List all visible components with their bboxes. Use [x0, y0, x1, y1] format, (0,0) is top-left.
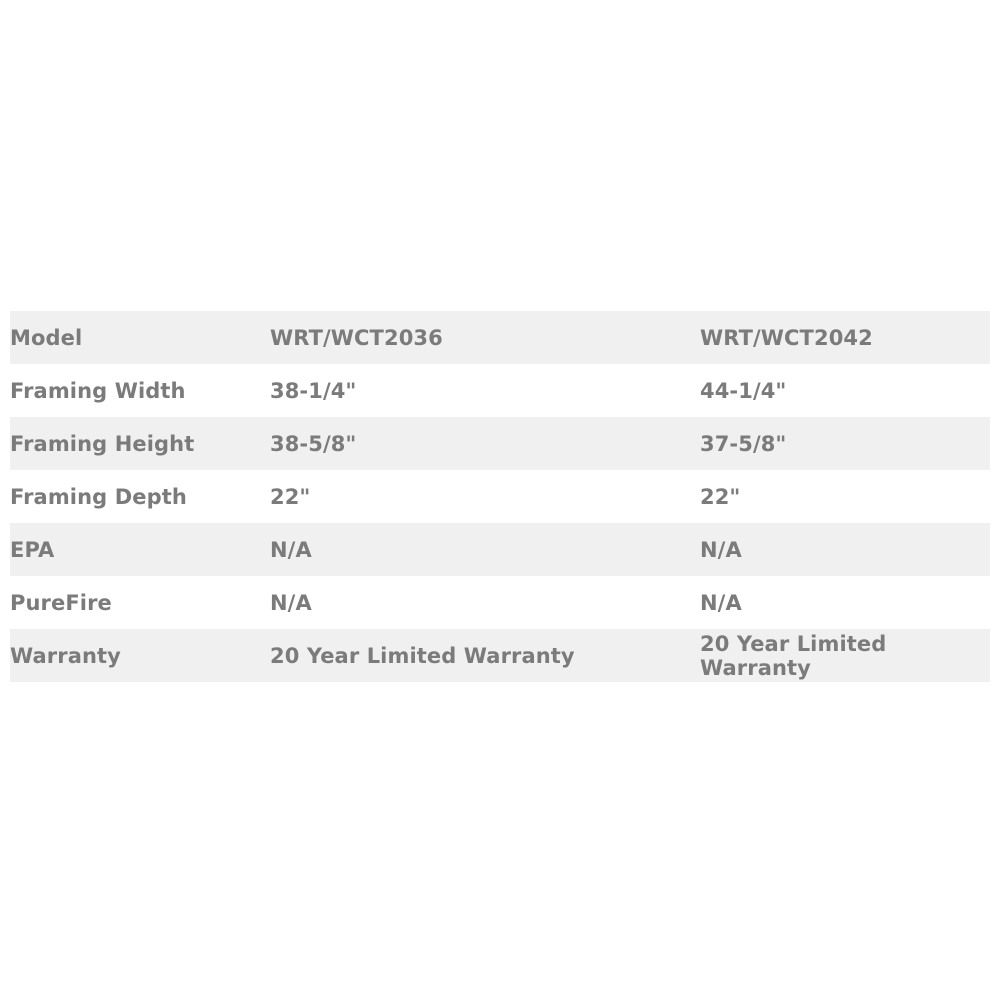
- row-value-column-2: 20 Year Limited Warranty: [700, 631, 887, 680]
- table-row: [10, 311, 990, 364]
- row-label: Framing Depth: [10, 484, 187, 509]
- row-value-column-2: N/A: [700, 590, 742, 615]
- row-value-column-2: N/A: [700, 537, 742, 562]
- row-value-column-2: WRT/WCT2042: [700, 325, 873, 350]
- row-value-column-2: 22": [700, 484, 741, 509]
- table-row: [10, 629, 990, 682]
- row-label: Framing Width: [10, 378, 186, 403]
- row-label: PureFire: [10, 590, 112, 615]
- row-value-column-2: 37-5/8": [700, 431, 787, 456]
- specifications-table-container: [10, 311, 990, 682]
- row-value-column-1: WRT/WCT2036: [270, 325, 443, 350]
- row-label: Framing Height: [10, 431, 195, 456]
- table-row: [10, 576, 990, 629]
- table-row: [10, 364, 990, 417]
- row-value-column-1: 22": [270, 484, 311, 509]
- row-label: Warranty: [10, 643, 121, 668]
- row-value-column-2: 44-1/4": [700, 378, 787, 403]
- specifications-table: [10, 311, 990, 682]
- row-value-column-1: N/A: [270, 537, 312, 562]
- row-label: Model: [10, 325, 83, 350]
- row-value-column-1: 20 Year Limited Warranty: [270, 643, 575, 668]
- table-row: [10, 417, 990, 470]
- row-value-column-1: N/A: [270, 590, 312, 615]
- table-row: [10, 523, 990, 576]
- row-value-column-1: 38-1/4": [270, 378, 357, 403]
- row-value-column-1: 38-5/8": [270, 431, 357, 456]
- table-row: [10, 470, 990, 523]
- row-label: EPA: [10, 537, 55, 562]
